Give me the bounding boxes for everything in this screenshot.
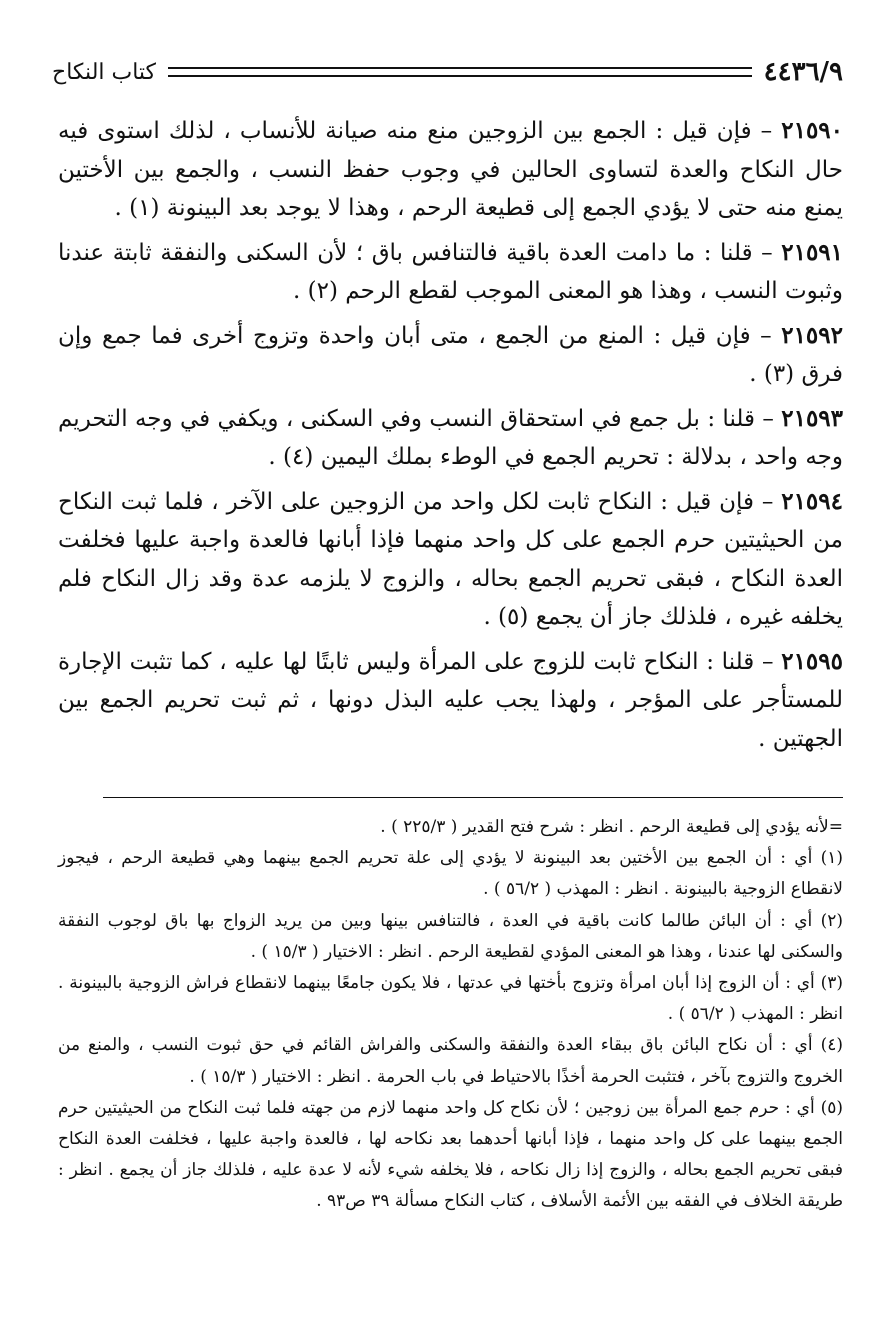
footnote-5: (٥) أي : حرم جمع المرأة بين زوجين ؛ لأن نكاح كل واحد منهما لازم من جهته فلما ثبت النكاح من الحيثيتين حرم الجمع بينهما على كل واحد منهما ، فإذا أبانها أحدهما بعد نكاحه لها ، فالعدة واجبة عليها ، فخلفت العدة النكاح فبقى تحريم الجمع بحاله ، والزوج إذا زال نكاحه ، فلا يخلفه شيء لأنه لا عدة عليه ، فلذلك جاز أن يجمع . انظر : طريقة الخلاف في الفقه بين الأئمة الأسلاف ، كتاب النكاح مسألة ٣٩ ص٩٣ . [58, 1097, 843, 1212]
footnotes [58, 812, 843, 1218]
paragraph-21595 [58, 643, 843, 759]
paragraph-text: – قلنا : النكاح ثابت للزوج على المرأة وليس ثابتًا لها عليه ، كما تثبت الإجارة للمستأجر على المؤجر ، ولهذا يجب عليه البذل دونها ، ثم ثبت تحريم الجمع بين الجهتين . [58, 648, 843, 752]
paragraph-number: ٢١٥٩٥ [781, 647, 843, 675]
footnote-3: (٣) أي : أن الزوج إذا أبان امرأة وتزوج بأختها في عدتها ، فلا يكون جامعًا بينهما لانقطاع فراش الزوجية بالبينونة . انظر : المهذب ( ٥٦/٢ ) . [58, 973, 843, 1025]
footnote-1: (١) أي : أن الجمع بين الأختين بعد البينونة لا يؤدي إلى علة تحريم الجمع بينهما وهي قطيعة الرحم ، فيجوز لانقطاع الزوجية بالبينونة . انظر : المهذب ( ٥٦/٢ ) . [58, 848, 843, 900]
paragraph-text: – قلنا : ما دامت العدة باقية فالتنافس باق ؛ لأن السكنى والنفقة ثابتة عندنا وثبوت النسب ، وهذا هو المعنى الموجب لقطع الرحم (٢) . [58, 239, 843, 304]
footnote-2: (٢) أي : أن البائن طالما كانت باقية في العدة ، فالتنافس بينها وبين من يريد الزواج بها باق لوجوب النفقة والسكنى لها عندنا ، وهذا هو المعنى المؤدي لقطيعة الرحم . انظر : الاختيار ( ١٥/٣ ) . [58, 910, 843, 962]
paragraph-text: – قلنا : بل جمع في استحقاق النسب وفي السكنى ، ويكفي في وجه التحريم وجه واحد ، بدلالة : تحريم الجمع في الوطء بملك اليمين (٤) . [58, 405, 843, 470]
page-header [52, 50, 843, 94]
paragraph-21591 [58, 234, 843, 311]
paragraph-number: ٢١٥٩٠ [781, 117, 844, 144]
paragraph-21593 [58, 400, 843, 477]
paragraph-number: ٢١٥٩٤ [781, 487, 843, 515]
paragraph-number: ٢١٥٩٢ [781, 321, 843, 349]
footnote-4: (٤) أي : أن نكاح البائن باق ببقاء العدة والنفقة والسكنى والفراش القائم في حق ثبوت النسب ، والمنع من الخروج والتزوج بآخر ، فتثبت الحرمة أخذًا بالاحتياط في باب الحرمة . انظر : الاختيار ( ١٥/٣ ) . [58, 1035, 843, 1087]
paragraph-21594 [58, 483, 843, 637]
paragraph-21590 [58, 112, 843, 228]
paragraph-21592 [58, 317, 843, 394]
footnote-continuation: =لأنه يؤدي إلى قطيعة الرحم . انظر : شرح فتح القدير ( ٢٢٥/٣ ) . [380, 817, 843, 837]
footnote-separator [103, 797, 843, 798]
page-number: ٤٤٣٦/٩ [763, 57, 843, 87]
header-rule [168, 67, 752, 77]
paragraph-text: – فإن قيل : المنع من الجمع ، متى أبان واحدة وتزوج أخرى فما جمع وإن فرق (٣) . [58, 322, 843, 387]
paragraph-number: ٢١٥٩٣ [781, 404, 844, 432]
main-text [58, 112, 843, 764]
paragraph-text: – فإن قيل : الجمع بين الزوجين منع منه صيانة للأنساب ، لذلك استوى فيه حال النكاح والعدة لتساوى الحالين في وجوب حفظ النسب ، والجمع بين الأختين يمنع منه حتى لا يؤدي الجمع إلى قطيعة الرحم ، وهذا لا يوجد بعد البينونة (١) . [58, 118, 843, 221]
running-title: كتاب النكاح [52, 59, 157, 85]
paragraph-text: – فإن قيل : النكاح ثابت لكل واحد من الزوجين على الآخر ، فلما ثبت النكاح من الحيثيتين حرم الجمع على كل واحد منهما فإذا أبانها فالعدة واجبة عليها فخلفت العدة النكاح ، فبقى تحريم الجمع بحاله ، والزوج لا يلزمه عدة وقد زال النكاح فلم يخلفه غيره ، فلذلك جاز أن يجمع (٥) . [58, 488, 843, 630]
paragraph-number: ٢١٥٩١ [781, 238, 844, 266]
